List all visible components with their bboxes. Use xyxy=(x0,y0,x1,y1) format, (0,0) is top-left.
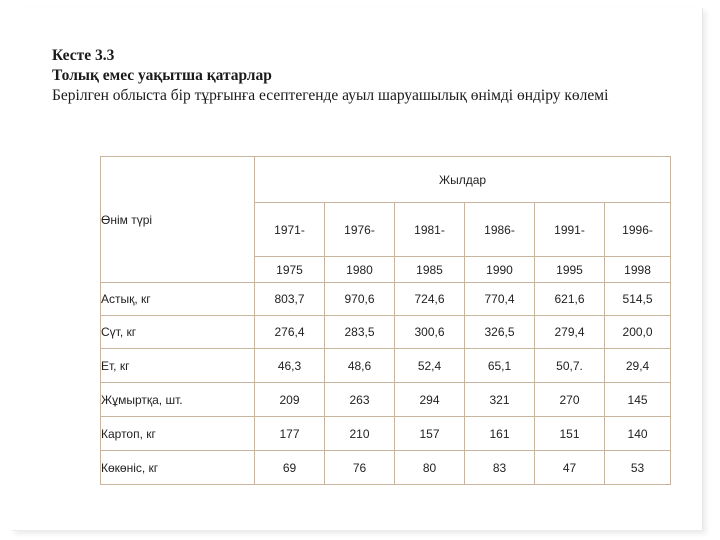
value-cell: 200,0 xyxy=(605,316,671,349)
value-cell: 76 xyxy=(325,451,395,485)
table-description: Берілген облыста бір тұрғынға есептегенде ауыл шаруашылық өнімді өндіру көлемі xyxy=(52,87,609,104)
value-cell: 46,3 xyxy=(255,349,325,383)
table-row xyxy=(101,316,671,349)
value-cell: 151 xyxy=(535,417,605,451)
row-label: Жұмыртқа, шт. xyxy=(101,383,255,417)
value-cell: 724,6 xyxy=(395,283,465,316)
period-end-cell: 1990 xyxy=(465,257,535,283)
table-heading xyxy=(52,46,672,106)
value-cell: 210 xyxy=(325,417,395,451)
header-row-years xyxy=(101,157,671,203)
value-cell: 770,4 xyxy=(465,283,535,316)
value-cell: 970,6 xyxy=(325,283,395,316)
period-end-cell: 1995 xyxy=(535,257,605,283)
value-cell: 276,4 xyxy=(255,316,325,349)
value-cell: 803,7 xyxy=(255,283,325,316)
value-cell: 140 xyxy=(605,417,671,451)
period-end-cell: 1975 xyxy=(255,257,325,283)
value-cell: 514,5 xyxy=(605,283,671,316)
years-header: Жылдар xyxy=(255,157,671,203)
value-cell: 52,4 xyxy=(395,349,465,383)
row-label: Ет, кг xyxy=(101,349,255,383)
table-row xyxy=(101,283,671,316)
row-label: Сүт, кг xyxy=(101,316,255,349)
value-cell: 300,6 xyxy=(395,316,465,349)
value-cell: 50,7. xyxy=(535,349,605,383)
value-cell: 47 xyxy=(535,451,605,485)
value-cell: 270 xyxy=(535,383,605,417)
value-cell: 321 xyxy=(465,383,535,417)
value-cell: 48,6 xyxy=(325,349,395,383)
value-cell: 29,4 xyxy=(605,349,671,383)
value-cell: 177 xyxy=(255,417,325,451)
period-start-cell: 1971- xyxy=(255,203,325,257)
table-row xyxy=(101,417,671,451)
production-table xyxy=(100,156,671,485)
row-label: Астық, кг xyxy=(101,283,255,316)
period-start-cell: 1996- xyxy=(605,203,671,257)
value-cell: 621,6 xyxy=(535,283,605,316)
value-cell: 145 xyxy=(605,383,671,417)
period-start-cell: 1981- xyxy=(395,203,465,257)
table-row xyxy=(101,451,671,485)
value-cell: 209 xyxy=(255,383,325,417)
period-end-cell: 1985 xyxy=(395,257,465,283)
period-start-cell: 1991- xyxy=(535,203,605,257)
value-cell: 161 xyxy=(465,417,535,451)
table-row xyxy=(101,349,671,383)
table-row xyxy=(101,383,671,417)
value-cell: 53 xyxy=(605,451,671,485)
row-label: Көкөніс, кг xyxy=(101,451,255,485)
period-start-cell: 1986- xyxy=(465,203,535,257)
value-cell: 69 xyxy=(255,451,325,485)
value-cell: 326,5 xyxy=(465,316,535,349)
value-cell: 294 xyxy=(395,383,465,417)
value-cell: 263 xyxy=(325,383,395,417)
value-cell: 157 xyxy=(395,417,465,451)
value-cell: 65,1 xyxy=(465,349,535,383)
table-number: Кесте 3.3 xyxy=(52,47,115,64)
product-type-header: Өнім түрі xyxy=(101,157,255,283)
value-cell: 80 xyxy=(395,451,465,485)
value-cell: 83 xyxy=(465,451,535,485)
period-start-cell: 1976- xyxy=(325,203,395,257)
value-cell: 279,4 xyxy=(535,316,605,349)
value-cell: 283,5 xyxy=(325,316,395,349)
period-end-cell: 1980 xyxy=(325,257,395,283)
table-subtitle: Толық емес уақытша қатарлар xyxy=(52,67,272,84)
period-end-cell: 1998 xyxy=(605,257,671,283)
row-label: Картоп, кг xyxy=(101,417,255,451)
